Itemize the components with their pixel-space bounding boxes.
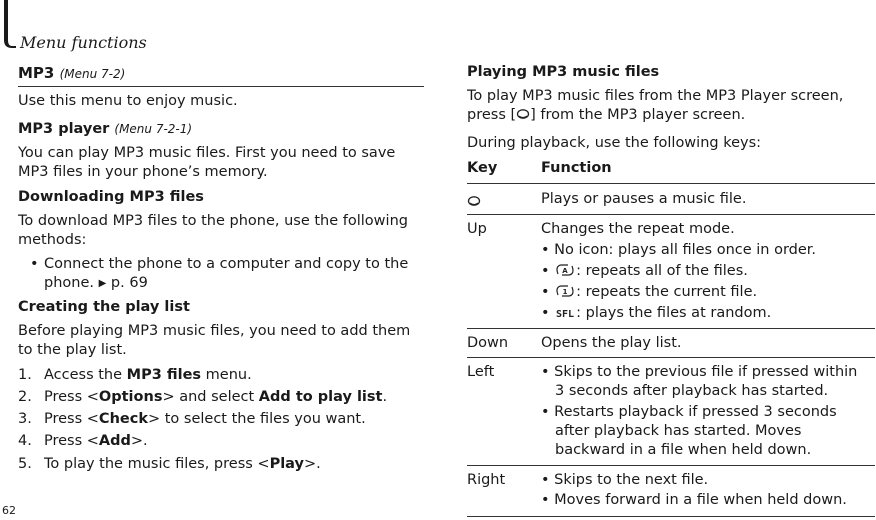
playlist-text-line-1: Before playing MP3 music files, you need to add them [18, 323, 411, 339]
header-bar [0, 0, 16, 48]
left-desc-line-4: after playback has started. Moves [555, 423, 802, 439]
playlist-heading: Creating the play list [18, 299, 190, 315]
right-key: Right [467, 472, 506, 488]
playing-text-line-1: To play MP3 music files from the MP3 Player screen, [467, 88, 844, 104]
step-1: 1. Access the MP3 files menu. [18, 367, 252, 383]
mp3-heading: MP3 (Menu 7-2) [18, 64, 126, 82]
step-2: 2. Press <Options> and select Add to play list. [18, 389, 388, 405]
left-desc-line-1: • Skips to the previous file if pressed within [541, 364, 858, 380]
table-rule [467, 516, 875, 517]
bullet-dot: • [30, 256, 39, 272]
right-desc-line-2: • Moves forward in a file when held down. [541, 492, 847, 508]
left-desc-line-2: 3 seconds after playback has started. [555, 383, 829, 399]
down-key: Down [467, 335, 509, 351]
up-desc-line-4: • 1 : repeats the current file. [541, 283, 757, 305]
player-intro-line-1: You can play MP3 music files. First you need to save [18, 145, 396, 161]
playing-text-line-2: press [ ] from the MP3 player screen. [467, 107, 746, 123]
during-playback-text: During playback, use the following keys: [467, 135, 762, 151]
up-desc-line-1: Changes the repeat mode. [541, 221, 735, 237]
table-rule [467, 183, 875, 184]
page-link[interactable]: p. 69 [110, 275, 148, 291]
repeat-one-icon [554, 283, 576, 305]
left-key: Left [467, 364, 495, 380]
heading-rule [18, 86, 424, 87]
left-desc-line-5: backward in a file when held down. [555, 442, 812, 458]
table-header-key: Key [467, 160, 498, 176]
download-text-line-2: methods: [18, 232, 87, 248]
download-bullet-line-2: phone. ▶ p. 69 [44, 275, 148, 291]
table-rule [467, 328, 875, 329]
repeat-one-icon-text: 1 [562, 288, 568, 296]
center-key-description: Plays or pauses a music file. [541, 191, 747, 207]
arrow-right-icon: ▶ [98, 278, 107, 289]
page-header-title: Menu functions [20, 33, 147, 52]
page-number: 62 [2, 504, 16, 517]
right-desc-line-1: • Skips to the next file. [541, 472, 709, 488]
downloading-heading: Downloading MP3 files [18, 189, 204, 205]
step-4: 4. Press <Add>. [18, 433, 148, 449]
shuffle-icon [554, 304, 576, 326]
table-header-function: Function [541, 160, 612, 176]
mp3-player-heading: MP3 player (Menu 7-2-1) [18, 121, 193, 137]
up-desc-line-5: • SFL : plays the files at random. [541, 304, 771, 326]
download-text-line-1: To download MP3 files to the phone, use the following [18, 213, 408, 229]
down-desc-line-1: Opens the play list. [541, 335, 682, 351]
shuffle-icon-text: SFL [556, 309, 575, 320]
playing-heading: Playing MP3 music files [467, 64, 660, 80]
left-desc-line-3: • Restarts playback if pressed 3 seconds [541, 404, 837, 420]
up-desc-line-3: • A : repeats all of the files. [541, 262, 748, 284]
playlist-text-line-2: to the play list. [18, 342, 127, 358]
up-key: Up [467, 221, 487, 237]
table-rule [467, 214, 875, 215]
repeat-all-icon-text: A [562, 267, 568, 275]
step-5: 5. To play the music files, press <Play>. [18, 456, 321, 472]
mp3-intro: Use this menu to enjoy music. [18, 93, 238, 109]
table-rule [467, 357, 875, 358]
center-key-icon [516, 107, 530, 121]
center-key-icon [467, 193, 481, 212]
step-3: 3. Press <Check> to select the files you want. [18, 411, 366, 427]
table-rule [467, 465, 875, 466]
player-intro-line-2: MP3 files in your phone’s memory. [18, 164, 268, 180]
download-bullet-line-1: Connect the phone to a computer and copy to the [44, 256, 409, 272]
up-desc-line-2: • No icon: plays all files once in order. [541, 242, 817, 258]
repeat-all-icon [554, 262, 576, 284]
